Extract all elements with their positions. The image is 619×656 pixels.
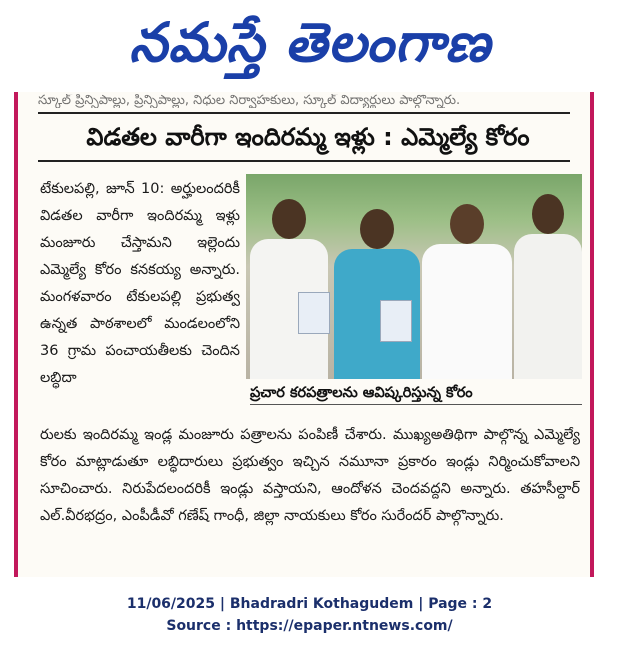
article-body-text: రులకు ఇందిరమ్మ ఇండ్ల మంజూరు పత్రాలను పంపిణీ చేశారు. ముఖ్యఅతిథిగా పాల్గొన్న ఎమ్మెల్యే కోరం మాట్లాడుతూ లబ్ధిదారులు ప్రభుత్వం ఇచ్చిన నమూనా ప్రకారం ఇండ్లు నిర్మించుకోవాలని సూచించారు. నిరుపేదలందరికీ ఇండ్లు వస్తాయని, ఆందోళన చెందవద్దని అన్నారు. తహసీల్దార్ ఎల్.వీరభద్రం, ఎంపీడీవో గణేష్ గాంధీ, జిల్లా నాయకులు కోరం సురేందర్ పాల్గొన్నారు.	[40, 427, 580, 524]
pamphlet	[298, 292, 330, 334]
pamphlet	[380, 300, 412, 342]
photo-caption: ప్రచార కరపత్రాలను ఆవిష్కరిస్తున్న కోరం	[250, 382, 582, 405]
headline-bottom-rule	[38, 160, 570, 162]
article-left-column: టేకులపల్లి, జూన్ 10: అర్హులందరికీ విడతల వారీగా ఇందిరమ్మ ఇళ్లు మంజూరు చేస్తామని ఇల్లెందు ఎమ్మెల్యే కోరం కనకయ్య అన్నారు. మంగళవారం టేకులపల్లి ప్రభుత్వ ఉన్నత పాఠశాలలో మండలంలోని 36 గ్రామ పంచాయతీలకు చెందిన లబ్ధిదా	[40, 181, 240, 386]
masthead	[0, 0, 619, 92]
article-photo	[246, 174, 582, 379]
previous-article-cut-line: స్కూల్ ప్రిన్సిపాల్లు, ప్రిన్సిపాల్లు, నిధుల నిర్వాహకులు, స్కూల్ విద్యార్థులు పాల్గొన్నారు.	[38, 94, 461, 108]
person-figure	[422, 204, 512, 379]
person-figure	[514, 194, 582, 379]
newspaper-title: నమస్తే తెలంగాణ	[129, 11, 491, 74]
edition-info: 11/06/2025 | Bhadradri Kothagudem | Page : 2	[126, 596, 493, 612]
headline-top-rule	[38, 112, 570, 114]
person-figure	[334, 209, 420, 379]
news-clipping	[14, 92, 594, 577]
person-figure	[250, 199, 328, 379]
source-link[interactable]: Source : https://epaper.ntnews.com/	[166, 618, 453, 634]
article-headline: విడతల వారీగా ఇందిరమ్మ ఇళ్లు : ఎమ్మెల్యే కోరం	[86, 123, 530, 151]
